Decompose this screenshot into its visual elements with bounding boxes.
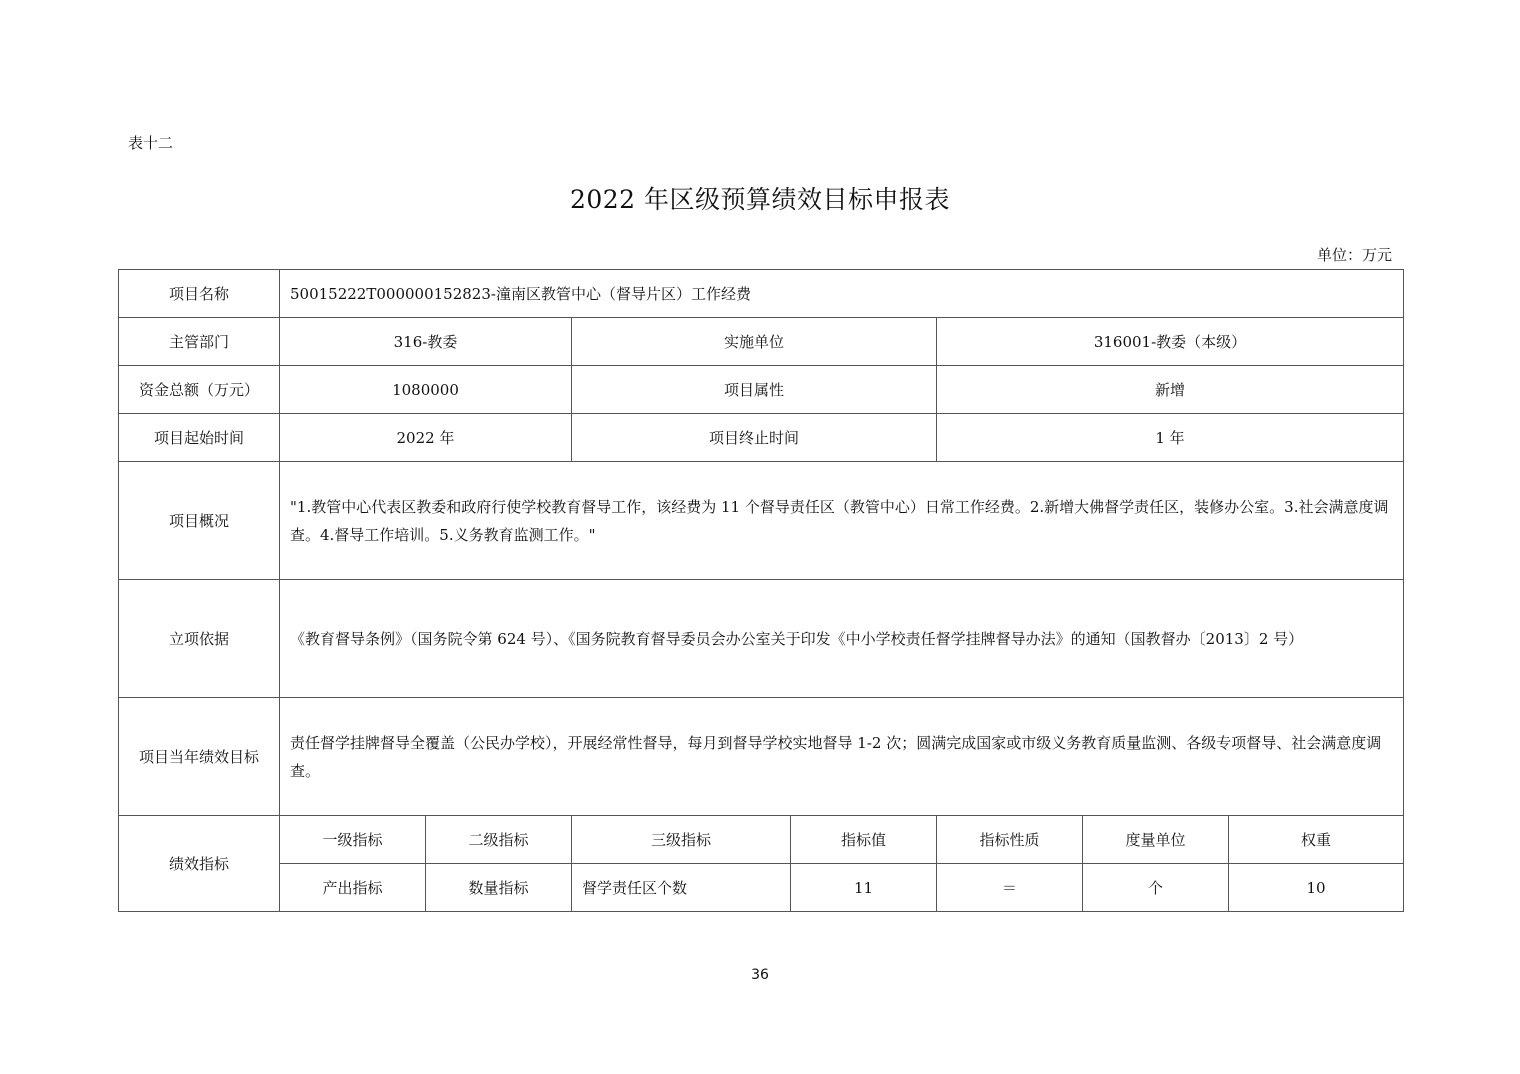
indicator-label: 绩效指标 (119, 816, 280, 912)
start-value: 2022 年 (280, 414, 572, 462)
unit-label: 单位：万元 (1316, 246, 1392, 264)
indicator-level3: 督学责任区个数 (572, 864, 791, 912)
impl-unit-value: 316001-教委（本级） (937, 318, 1404, 366)
table-tag: 表十二 (128, 134, 174, 152)
attr-label: 项目属性 (572, 366, 937, 414)
indicator-value: 11 (791, 864, 937, 912)
indicator-nature: ＝ (937, 864, 1083, 912)
row-project-name (119, 270, 1404, 318)
end-label: 项目终止时间 (572, 414, 937, 462)
row-department (119, 318, 1404, 366)
impl-unit-label: 实施单位 (572, 318, 937, 366)
page-number: 36 (751, 967, 769, 983)
row-goal (119, 698, 1404, 816)
project-name-value: 50015222T000000152823-潼南区教管中心（督导片区）工作经费 (280, 270, 1404, 318)
indicator-header-row (119, 816, 1404, 864)
start-label: 项目起始时间 (119, 414, 280, 462)
dept-value: 316-教委 (280, 318, 572, 366)
indicator-header-3: 三级指标 (572, 816, 791, 864)
indicator-header-2: 二级指标 (426, 816, 572, 864)
dept-label: 主管部门 (119, 318, 280, 366)
funds-value: 1080000 (280, 366, 572, 414)
indicator-weight: 10 (1229, 864, 1404, 912)
end-value: 1 年 (937, 414, 1404, 462)
row-overview (119, 462, 1404, 580)
funds-label: 资金总额（万元） (119, 366, 280, 414)
indicator-header-1: 一级指标 (280, 816, 426, 864)
indicator-level1: 产出指标 (280, 864, 426, 912)
overview-label: 项目概况 (119, 462, 280, 580)
row-basis (119, 580, 1404, 698)
basis-label: 立项依据 (119, 580, 280, 698)
indicator-header-5: 指标性质 (937, 816, 1083, 864)
indicator-header-4: 指标值 (791, 816, 937, 864)
basis-value: 《教育督导条例》（国务院令第 624 号）、《国务院教育督导委员会办公室关于印发《中小学校责任督学挂牌督导办法》的通知（国教督办〔2013〕2 号） (280, 580, 1404, 698)
budget-form-table (118, 269, 1404, 912)
page-title: 2022 年区级预算绩效目标申报表 (569, 185, 951, 214)
project-name-label: 项目名称 (119, 270, 280, 318)
indicator-level2: 数量指标 (426, 864, 572, 912)
indicator-header-7: 权重 (1229, 816, 1404, 864)
row-funds (119, 366, 1404, 414)
attr-value: 新增 (937, 366, 1404, 414)
indicator-unit: 个 (1083, 864, 1229, 912)
goal-value: 责任督学挂牌督导全覆盖（公民办学校），开展经常性督导，每月到督导学校实地督导 1-2 次；圆满完成国家或市级义务教育质量监测、各级专项督导、社会满意度调查。 (280, 698, 1404, 816)
table-row (119, 864, 1404, 912)
indicator-header-6: 度量单位 (1083, 816, 1229, 864)
row-period (119, 414, 1404, 462)
overview-value: "1.教管中心代表区教委和政府行使学校教育督导工作，该经费为 11 个督导责任区（教管中心）日常工作经费。2.新增大佛督学责任区，装修办公室。3.社会满意度调查。4.督导工作培训。5.义务教育监测工作。" (280, 462, 1404, 580)
goal-label: 项目当年绩效目标 (119, 698, 280, 816)
